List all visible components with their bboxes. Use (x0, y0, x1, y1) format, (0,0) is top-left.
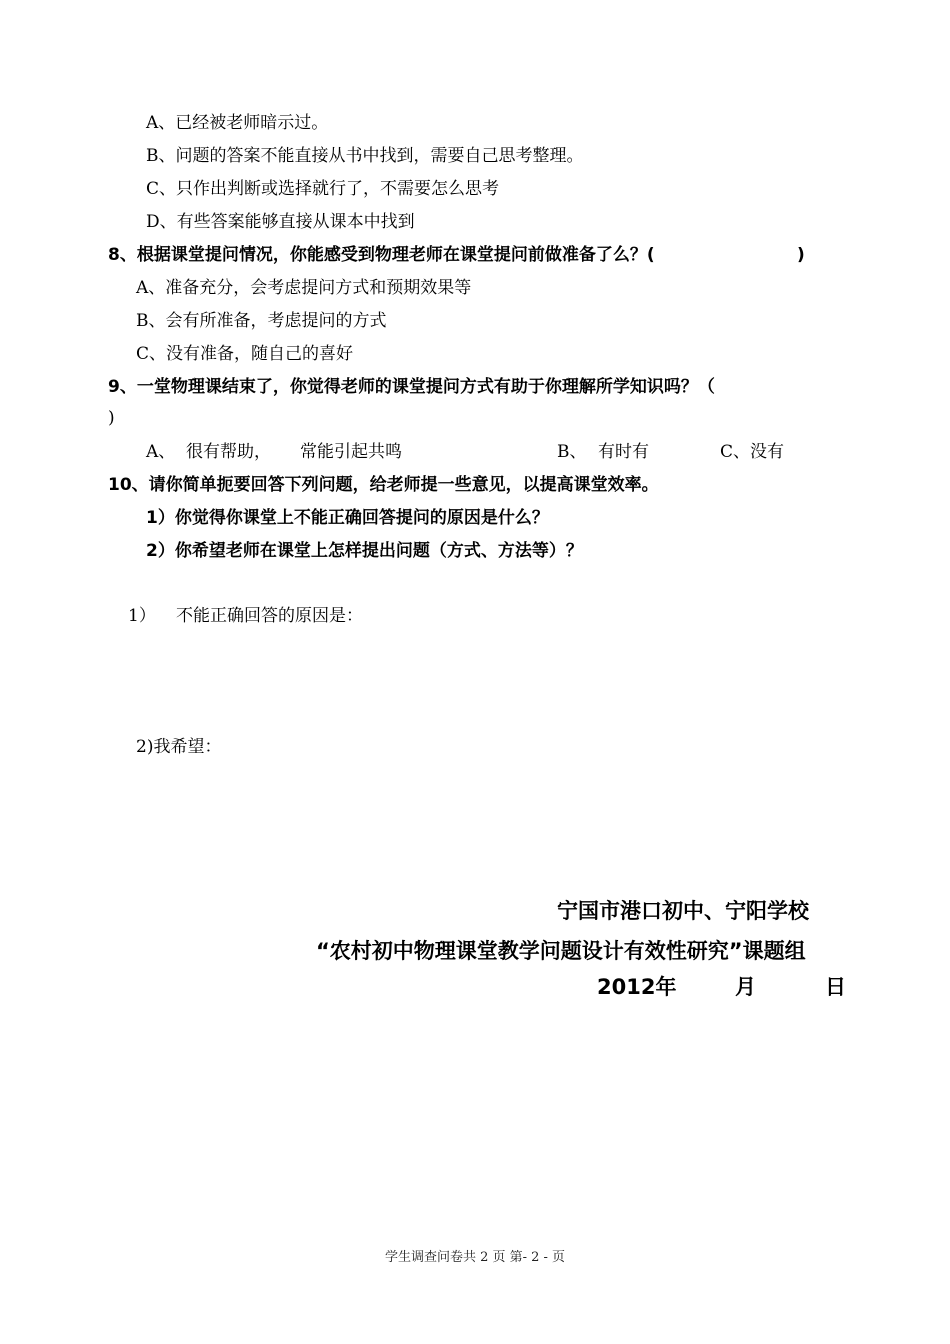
q7-option-d: D、有些答案能够直接从课本中找到 (146, 212, 415, 232)
answer2-prompt: 2)我希望： (136, 737, 222, 757)
signature-year: 2012年 (597, 975, 677, 999)
q9-paren-close: ) (108, 408, 115, 428)
page-footer: 学生调查问卷共 2 页 第- 2 - 页 (384, 1250, 566, 1265)
q8-paren-close: ) (797, 245, 805, 265)
q9-option-a-text2: 常能引起共鸣 (300, 442, 402, 462)
q7-option-a: A、已经被老师暗示过。 (146, 113, 329, 133)
q7-option-b: B、问题的答案不能直接从书中找到，需要自己思考整理。 (146, 146, 584, 166)
q9-option-b-label: B、 (557, 442, 587, 462)
q8-option-c: C、没有准备，随自己的喜好 (136, 344, 354, 364)
q8-option-b: B、会有所准备，考虑提问的方式 (136, 311, 387, 331)
q8-question: 8、根据课堂提问情况，你能感受到物理老师在课堂提问前做准备了么？( (108, 245, 655, 265)
signature-day: 日 (825, 975, 846, 999)
signature-school: 宁国市港口初中、宁阳学校 (557, 899, 809, 923)
q8-option-a: A、准备充分，会考虑提问方式和预期效果等 (136, 278, 472, 298)
answer1-prompt: 不能正确回答的原因是： (176, 606, 363, 626)
signature-group: “农村初中物理课堂教学问题设计有效性研究”课题组 (316, 939, 806, 963)
q9-option-a-label: A、 (146, 442, 176, 462)
q9-option-c: C、没有 (720, 442, 785, 462)
q10-sub2: 2）你希望老师在课堂上怎样提出问题（方式、方法等）？ (146, 541, 583, 561)
q7-option-c: C、只作出判断或选择就行了，不需要怎么思考 (146, 179, 500, 199)
q10-question: 10、请你简单扼要回答下列问题，给老师提一些意见，以提高课堂效率。 (108, 475, 659, 495)
q9-question: 9、一堂物理课结束了，你觉得老师的课堂提问方式有助于你理解所学知识吗？（ (108, 377, 715, 397)
q10-sub1: 1）你觉得你课堂上不能正确回答提问的原因是什么？ (146, 508, 549, 528)
q9-option-b-text: 有时有 (598, 442, 649, 462)
signature-month: 月 (735, 975, 756, 999)
q9-option-a-text1: 很有帮助， (186, 442, 271, 462)
answer1-number: 1） (128, 606, 156, 626)
